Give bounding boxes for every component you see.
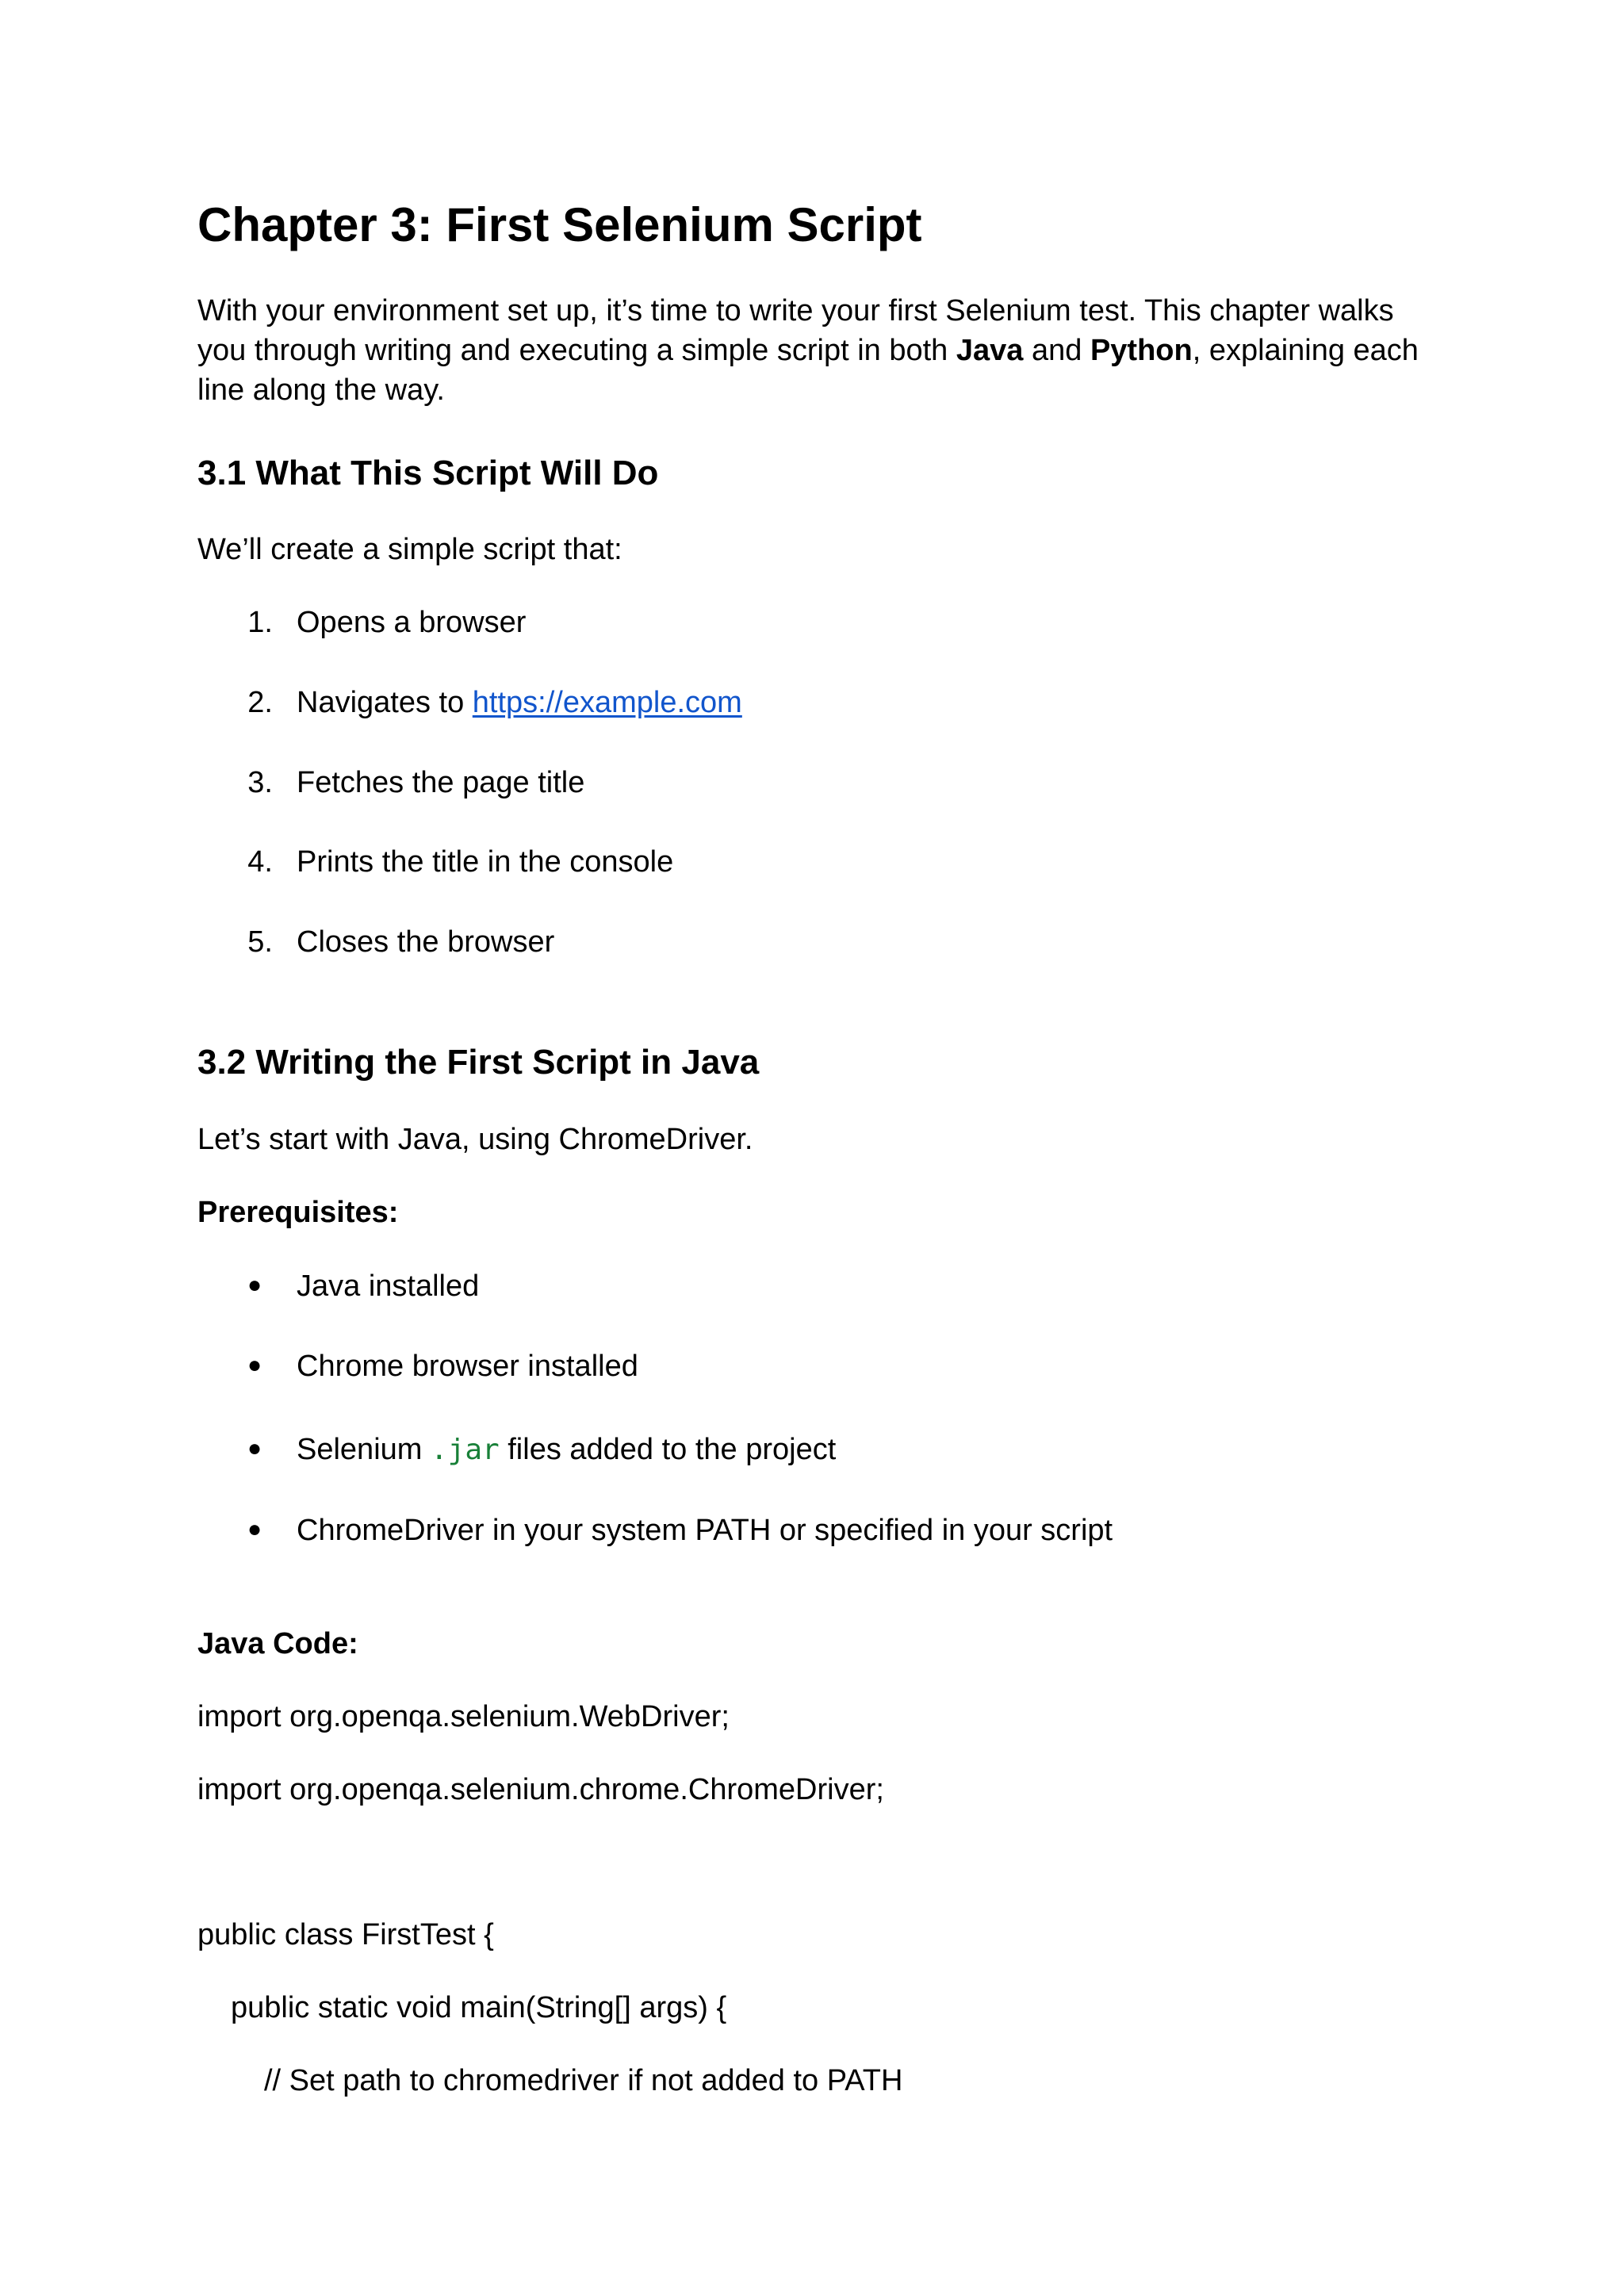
prereq-item [297, 1434, 836, 1465]
section-heading-3-2: 3.2 Writing the First Script in Java [197, 1043, 760, 1082]
bullet-icon: ● [247, 1435, 262, 1461]
intro-line-2 [197, 331, 1434, 370]
list-number: 4. [247, 845, 273, 879]
java-emphasis: Java [956, 334, 1024, 367]
code-line: import org.openqa.selenium.WebDriver; [197, 1700, 730, 1733]
prereq-item: ChromeDriver in your system PATH or specified in your script [297, 1514, 1113, 1547]
intro-line-1: With your environment set up, it’s time to write your first Selenium test. This chapter walks [197, 294, 1394, 327]
section-heading-3-1: 3.1 What This Script Will Do [197, 454, 659, 492]
code-line: public class FirstTest { [197, 1918, 494, 1951]
python-emphasis: Python [1090, 334, 1193, 367]
list-number: 2. [247, 686, 273, 719]
prereq-item: Chrome browser installed [297, 1350, 638, 1383]
example-link[interactable]: https://example.com [472, 686, 742, 719]
bullet-icon: ● [247, 1516, 262, 1542]
list-item: Fetches the page title [297, 766, 585, 799]
section-2-lead: Let’s start with Java, using ChromeDriver. [197, 1123, 753, 1156]
list-item-text: Navigates to [297, 686, 473, 719]
jar-inline-code: .jar [430, 1434, 500, 1466]
intro-text: and [1023, 334, 1090, 367]
list-item: Opens a browser [297, 606, 527, 639]
list-item: Prints the title in the console [297, 845, 674, 879]
prereq-text: Selenium [297, 1433, 431, 1466]
code-comment-line: // Set path to chromedriver if not added to PATH [264, 2064, 903, 2097]
list-number: 3. [247, 766, 273, 799]
list-number: 1. [247, 606, 273, 639]
code-line: import org.openqa.selenium.chrome.ChromeDriver; [197, 1773, 884, 1806]
section-1-lead: We’ll create a simple script that: [197, 533, 622, 566]
code-line: public static void main(String[] args) { [231, 1991, 727, 2024]
java-code-label: Java Code: [197, 1627, 358, 1660]
bullet-icon: ● [247, 1272, 262, 1298]
prerequisites-label: Prerequisites: [197, 1196, 399, 1229]
list-item [297, 687, 742, 718]
bullet-icon: ● [247, 1352, 262, 1378]
prereq-text: files added to the project [499, 1433, 837, 1466]
list-item: Closes the browser [297, 925, 555, 959]
prereq-item: Java installed [297, 1270, 480, 1303]
list-number: 5. [247, 925, 273, 959]
intro-paragraph [197, 291, 1434, 410]
intro-text: you through writing and executing a simple script in both [197, 334, 956, 367]
intro-line-3: line along the way. [197, 373, 445, 407]
chapter-title: Chapter 3: First Selenium Script [197, 198, 922, 251]
intro-text: , explaining each [1192, 334, 1419, 367]
